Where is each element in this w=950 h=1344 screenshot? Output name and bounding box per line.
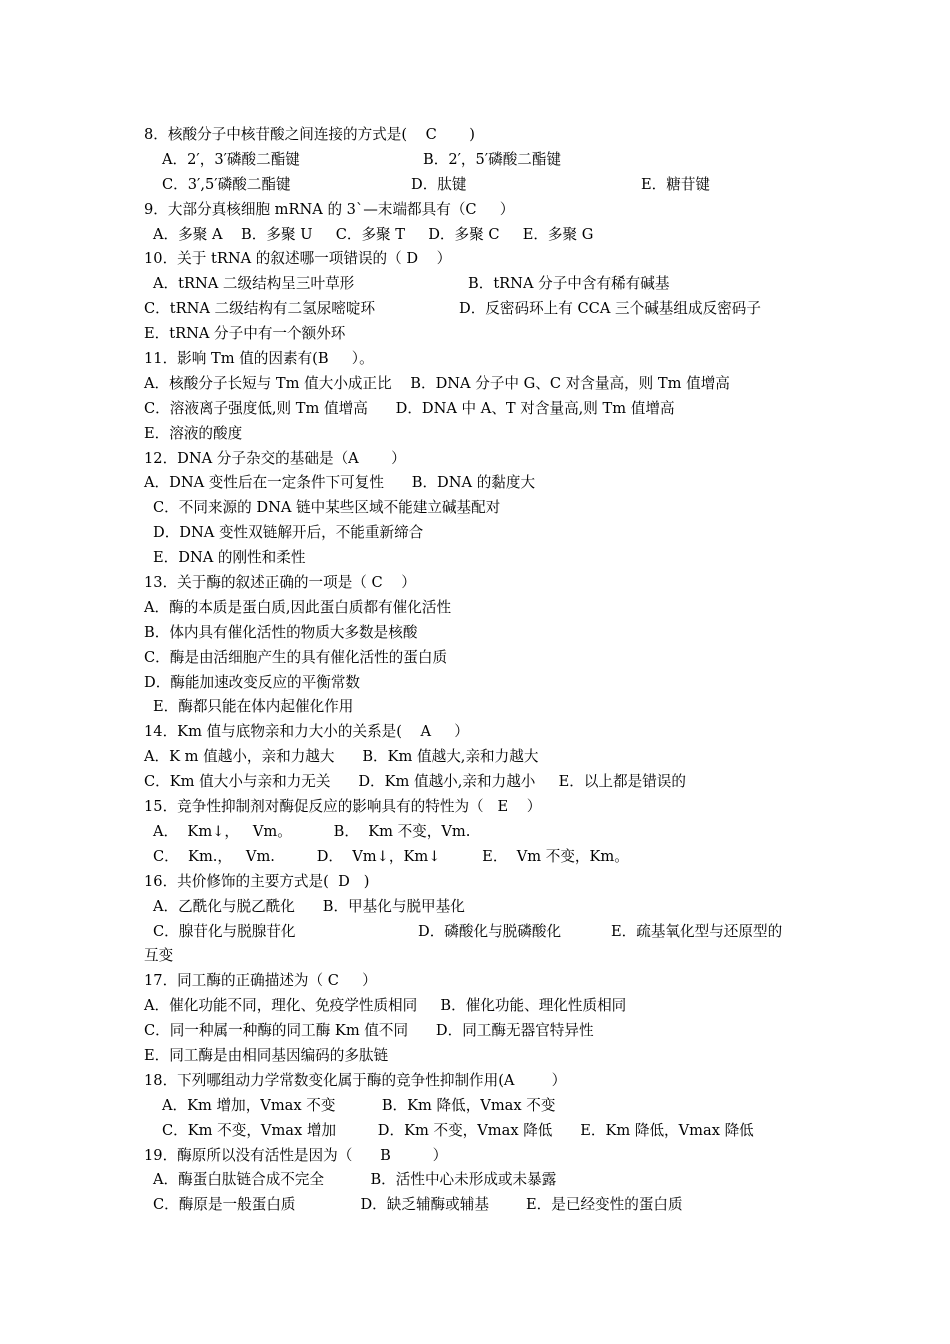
question-text: 14．Km 值与底物亲和力大小的关系是( A ） xyxy=(144,723,469,741)
q11-stem xyxy=(0,347,950,372)
q14-stem xyxy=(0,720,950,745)
option-text: E．DNA 的刚性和柔性 xyxy=(153,549,306,567)
q11-options-2 xyxy=(0,397,950,422)
q19-options-2 xyxy=(0,1193,950,1218)
q11-options-3 xyxy=(0,422,950,447)
option-text: C．tRNA 二级结构有二氢尿嘧啶环 xyxy=(144,300,376,318)
question-text: 19．酶原所以没有活性是因为（ B ） xyxy=(144,1146,448,1164)
q17-options-3 xyxy=(0,1044,950,1069)
q8-options-1 xyxy=(0,148,950,173)
option-text: A．2′，3′磷酸二酯键 xyxy=(162,150,300,168)
question-text: 10．关于 tRNA 的叙述哪一项错误的（ D ） xyxy=(144,250,452,268)
option-text: C．Km 值大小与亲和力无关 D．Km 值越小,亲和力越小 E．以上都是错误的 xyxy=(144,773,686,791)
option-text: C．腺苷化与脱腺苷化 xyxy=(153,922,296,940)
q17-options-2 xyxy=(0,1019,950,1044)
q12-options-1 xyxy=(0,471,950,496)
q18-options-2 xyxy=(0,1119,950,1144)
question-text: 17．同工酶的正确描述为（ C ） xyxy=(144,972,377,990)
option-text: E．酶都只能在体内起催化作用 xyxy=(153,698,354,716)
q13-option-b xyxy=(0,621,950,646)
option-text: E．溶液的酸度 xyxy=(144,424,243,442)
document-page xyxy=(0,123,950,1218)
option-text: A．K m 值越小，亲和力越大 B．Km 值越大,亲和力越大 xyxy=(144,748,539,766)
q10-options-2 xyxy=(0,297,950,322)
option-text: A． Km↓， Vm。 B． Km 不变，Vm. xyxy=(153,822,471,840)
option-text: C．酶是由活细胞产生的具有催化活性的蛋白质 xyxy=(144,648,448,666)
option-text: A．催化功能不同，理化、免疫学性质相同 B．催化功能、理化性质相同 xyxy=(144,997,627,1015)
question-text: 9．大部分真核细胞 mRNA 的 3`—末端都具有（C ） xyxy=(144,200,515,218)
q10-options-3 xyxy=(0,322,950,347)
q11-options-1 xyxy=(0,372,950,397)
option-text: C．Km 不变，Vmax 增加 D．Km 不变，Vmax 降低 E．Km 降低，Vmax 降低 xyxy=(162,1121,754,1139)
q12-option-d xyxy=(0,521,950,546)
question-text: 8．核酸分子中核苷酸之间连接的方式是( C ) xyxy=(144,126,475,143)
question-text: 18．下列哪组动力学常数变化属于酶的竞争性抑制作用(A ） xyxy=(144,1071,567,1089)
option-text: E．同工酶是由相同基因编码的多肽链 xyxy=(144,1046,389,1064)
q8-options-2 xyxy=(0,173,950,198)
q14-options-2 xyxy=(0,770,950,795)
q18-stem xyxy=(0,1069,950,1094)
q9-options xyxy=(0,223,950,248)
question-text: 15．竞争性抑制剂对酶促反应的影响具有的特性为（ E ） xyxy=(144,798,542,816)
option-text: D．酶能加速改变反应的平衡常数 xyxy=(144,673,361,691)
option-text: A．核酸分子长短与 Tm 值大小成正比 B．DNA 分子中 G、C 对含量高，则 Tm 值增高 xyxy=(144,374,730,392)
q17-stem xyxy=(0,969,950,994)
q15-stem xyxy=(0,795,950,820)
q16-options-2 xyxy=(0,920,950,945)
option-text: A．Km 增加，Vmax 不变 B．Km 降低，Vmax 不变 xyxy=(162,1096,556,1114)
q8-stem xyxy=(0,123,950,148)
option-text: E．tRNA 分子中有一个额外环 xyxy=(144,325,346,343)
option-text: C． Km.， Vm. D． Vm↓，Km↓ E． Vm 不变，Km。 xyxy=(153,847,629,865)
q13-option-e xyxy=(0,695,950,720)
option-text: C．酶原是一般蛋白质 D．缺乏辅酶或辅基 E．是已经变性的蛋白质 xyxy=(153,1196,683,1214)
option-text: B．tRNA 分子中含有稀有碱基 xyxy=(468,275,670,293)
option-text: A．酶蛋白肽链合成不完全 B．活性中心未形成或未暴露 xyxy=(153,1171,557,1189)
question-text: 11．影响 Tm 值的因素有(B ）。 xyxy=(144,350,374,368)
question-text: 12．DNA 分子杂交的基础是（A ） xyxy=(144,449,406,467)
option-text: E．疏基氧化型与还原型的 xyxy=(611,922,783,940)
option-text: A．DNA 变性后在一定条件下可复性 B．DNA 的黏度大 xyxy=(144,474,536,492)
q16-stem xyxy=(0,870,950,895)
q10-stem xyxy=(0,247,950,272)
option-text: D．磷酸化与脱磷酸化 xyxy=(418,922,562,940)
q9-stem xyxy=(0,198,950,223)
q14-options-1 xyxy=(0,745,950,770)
q12-option-c xyxy=(0,496,950,521)
option-text: E．糖苷键 xyxy=(641,175,711,193)
q16-options-1 xyxy=(0,895,950,920)
q19-options-1 xyxy=(0,1168,950,1193)
option-text: A．多聚 A B．多聚 U C．多聚 T D．多聚 C E．多聚 G xyxy=(153,225,594,243)
option-text: 互变 xyxy=(144,947,174,965)
option-text: A．乙酰化与脱乙酰化 B．甲基化与脱甲基化 xyxy=(153,897,465,915)
q18-options-1 xyxy=(0,1094,950,1119)
q15-options-1 xyxy=(0,820,950,845)
q13-option-a xyxy=(0,596,950,621)
option-text: C．溶液离子强度低,则 Tm 值增高 D．DNA 中 A、T 对含量高,则 Tm 值增高 xyxy=(144,399,675,417)
q19-stem xyxy=(0,1144,950,1169)
option-text: A．酶的本质是蛋白质,因此蛋白质都有催化活性 xyxy=(144,598,452,616)
option-text: C．不同来源的 DNA 链中某些区域不能建立碱基配对 xyxy=(153,499,501,517)
option-text: D．反密码环上有 CCA 三个碱基组成反密码子 xyxy=(459,300,761,318)
q12-stem xyxy=(0,447,950,472)
q17-options-1 xyxy=(0,994,950,1019)
q15-options-2 xyxy=(0,845,950,870)
q16-options-3 xyxy=(0,944,950,969)
question-text: 13．关于酶的叙述正确的一项是（ C ） xyxy=(144,574,416,592)
option-text: C．3′,5′磷酸二酯键 xyxy=(162,175,291,193)
option-text: D．DNA 变性双链解开后，不能重新缔合 xyxy=(153,524,424,542)
question-text: 16．共价修饰的主要方式是( D ) xyxy=(144,872,370,890)
q13-option-d xyxy=(0,671,950,696)
option-text: B．体内具有催化活性的物质大多数是核酸 xyxy=(144,623,418,641)
q10-options-1 xyxy=(0,272,950,297)
q13-stem xyxy=(0,571,950,596)
q12-option-e xyxy=(0,546,950,571)
option-text: D．肽键 xyxy=(411,175,467,193)
option-text: C．同一种属一种酶的同工酶 Km 值不同 D．同工酶无器官特异性 xyxy=(144,1022,594,1040)
option-text: A．tRNA 二级结构呈三叶草形 xyxy=(153,275,355,293)
option-text: B．2′，5′磷酸二酯键 xyxy=(423,150,562,168)
q13-option-c xyxy=(0,646,950,671)
